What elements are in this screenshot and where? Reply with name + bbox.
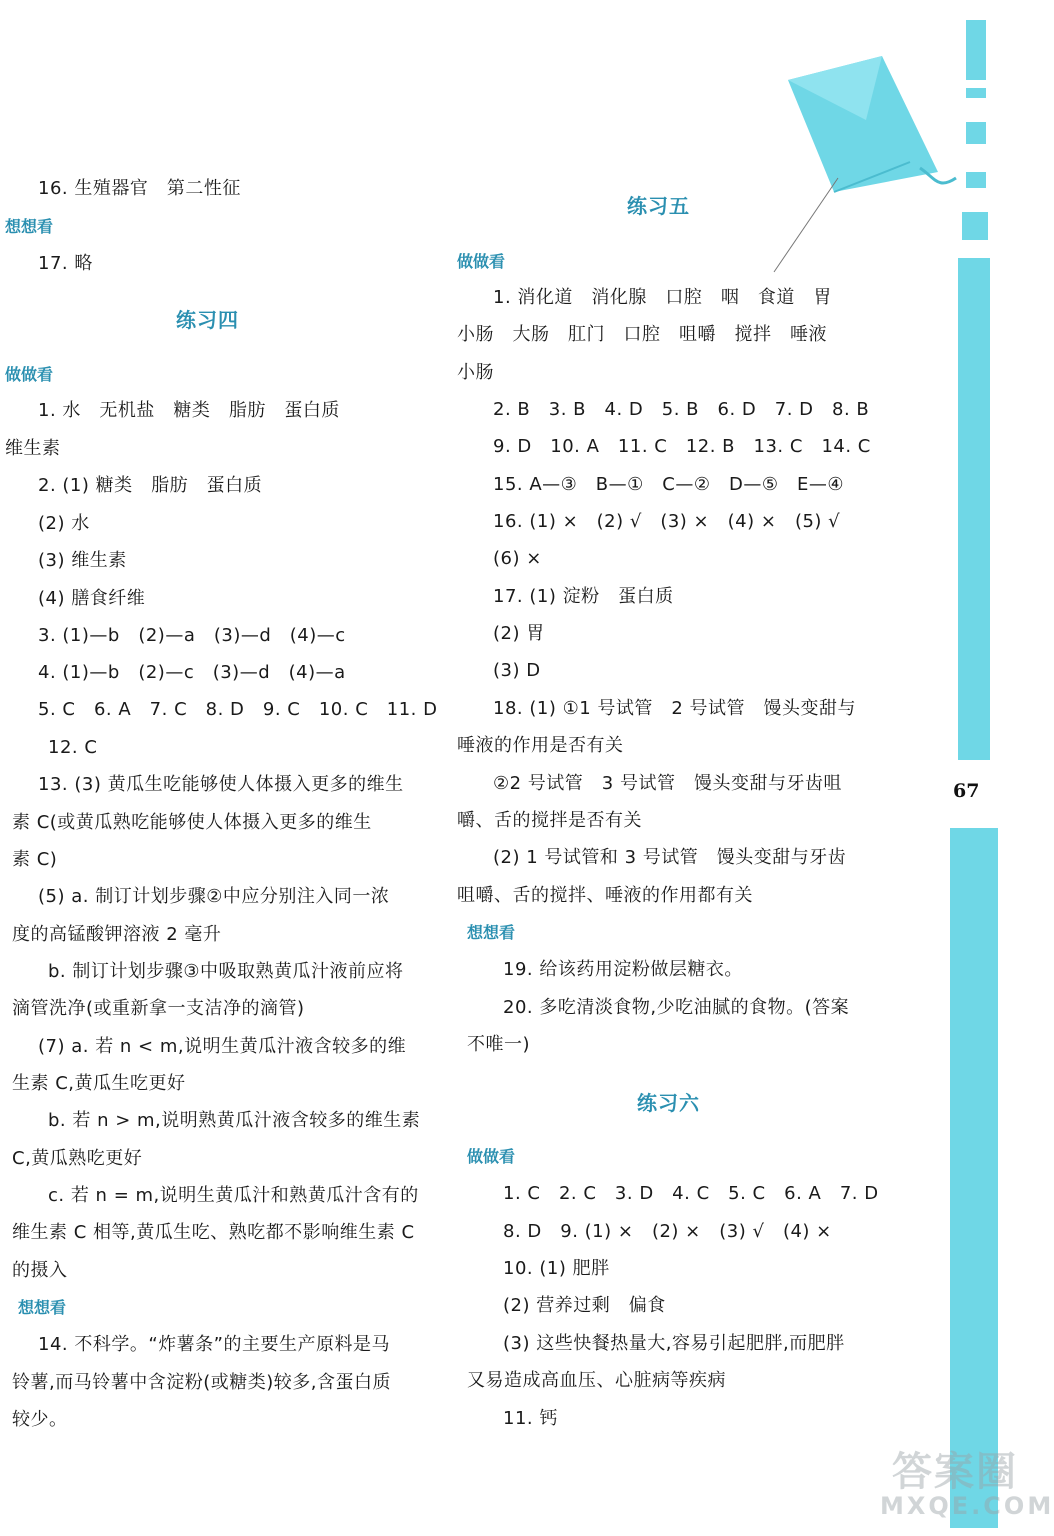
answer-line: (2) 胃 [493,623,545,644]
answer-line: 不唯一) [467,1034,531,1055]
answer-line: 咀嚼、舌的搅拌、唾液的作用都有关 [457,885,753,906]
section-label-think: 想想看 [5,217,54,236]
answer-line: 11. 钙 [503,1408,558,1429]
answer-line: c. 若 n = m,说明生黄瓜汁和熟黄瓜汁含有的 [48,1185,419,1206]
answer-line: b. 若 n > m,说明熟黄瓜汁液含较多的维生素 [48,1110,421,1131]
answer-line: 14. 不科学。“炸薯条”的主要生产原料是马 [38,1334,390,1355]
answer-line: b. 制订计划步骤③中吸取熟黄瓜汁液前应将 [48,961,404,982]
answer-line: 18. (1) ①1 号试管 2 号试管 馒头变甜与 [493,698,857,719]
answer-line: 9. D 10. A 11. C 12. B 13. C 14. C [493,436,871,457]
exercise-heading: 练习六 [637,1091,700,1115]
section-label-think: 想想看 [18,1298,67,1317]
answer-line: 又易造成高血压、心脏病等疾病 [467,1370,726,1391]
answer-line: 4. (1)—b (2)—c (3)—d (4)—a [38,662,346,683]
watermark-bottom: MXQE.COM [880,1492,1054,1520]
answer-line: 1. C 2. C 3. D 4. C 5. C 6. A 7. D [503,1183,879,1204]
answer-line: 较少。 [12,1409,68,1430]
answer-line: 5. C 6. A 7. C 8. D 9. C 10. C 11. D [38,699,438,720]
answer-line: (2) 营养过剩 偏食 [503,1295,666,1316]
answer-line: 20. 多吃清淡食物,少吃油腻的食物。(答案 [503,997,850,1018]
answer-line: 小肠 大肠 肛门 口腔 咀嚼 搅拌 唾液 [457,324,827,345]
answer-line: (4) 膳食纤维 [38,588,146,609]
page-number: 67 [953,780,980,802]
exercise-heading: 练习五 [627,194,690,218]
answer-line: C,黄瓜熟吃更好 [12,1148,143,1169]
exercise-heading: 练习四 [176,308,239,332]
answer-line: 3. (1)—b (2)—a (3)—d (4)—c [38,625,346,646]
answer-line: (2) 1 号试管和 3 号试管 馒头变甜与牙齿 [493,847,847,868]
answer-line: 2. (1) 糖类 脂肪 蛋白质 [38,475,263,496]
answer-line: 小肠 [457,362,494,383]
answer-line: 铃薯,而马铃薯中含淀粉(或糖类)较多,含蛋白质 [12,1372,391,1393]
answer-line: 滴管洗净(或重新拿一支洁净的滴管) [12,998,305,1019]
answer-line: 唾液的作用是否有关 [457,735,624,756]
answer-line: (6) × [493,548,542,569]
answer-line: 15. A—③ B—① C—② D—⑤ E—④ [493,474,844,495]
answer-line: (2) 水 [38,513,90,534]
answer-line: 2. B 3. B 4. D 5. B 6. D 7. D 8. B [493,399,870,420]
section-label-do: 做做看 [457,252,506,271]
answer-line: (3) D [493,660,541,681]
answer-line: 12. C [48,737,98,758]
answer-line: 13. (3) 黄瓜生吃能够使人体摄入更多的维生 [38,774,404,795]
answer-line: (5) a. 制订计划步骤②中应分别注入同一浓 [38,886,390,907]
answer-line: (3) 维生素 [38,550,127,571]
section-label-do: 做做看 [467,1147,516,1166]
answer-line: 素 C) [12,849,58,870]
watermark-top: 答案圈 [892,1449,1018,1495]
answer-line: 的摄入 [12,1260,68,1281]
answer-line: 19. 给该药用淀粉做层糖衣。 [503,959,743,980]
answer-line: (7) a. 若 n < m,说明生黄瓜汁液含较多的维 [38,1036,407,1057]
answer-line: 16. 生殖器官 第二性征 [38,178,241,199]
answer-line: 嚼、舌的搅拌是否有关 [457,810,642,831]
answer-line: ②2 号试管 3 号试管 馒头变甜与牙齿咀 [493,773,842,794]
answer-line: 10. (1) 肥胖 [503,1258,610,1279]
watermark-logo [880,1440,1054,1530]
answer-line: 17. (1) 淀粉 蛋白质 [493,586,674,607]
answer-line: 8. D 9. (1) × (2) × (3) √ (4) × [503,1221,832,1242]
answer-line: 16. (1) × (2) √ (3) × (4) × (5) √ [493,511,841,532]
answer-line: 1. 消化道 消化腺 口腔 咽 食道 胃 [493,287,832,308]
answer-line: 1. 水 无机盐 糖类 脂肪 蛋白质 [38,400,340,421]
answer-line: 度的高锰酸钾溶液 2 毫升 [12,924,222,945]
answer-line: 17. 略 [38,253,93,274]
section-label-think: 想想看 [467,923,516,942]
answer-line: 素 C(或黄瓜熟吃能够使人体摄入更多的维生 [12,812,372,833]
kite-icon [770,50,970,280]
answer-line: 生素 C,黄瓜生吃更好 [12,1073,186,1094]
answer-line: 维生素 [5,438,61,459]
section-label-do: 做做看 [5,365,54,384]
answer-line: (3) 这些快餐热量大,容易引起肥胖,而肥胖 [503,1333,845,1354]
answer-line: 维生素 C 相等,黄瓜生吃、熟吃都不影响维生素 C [12,1222,415,1243]
